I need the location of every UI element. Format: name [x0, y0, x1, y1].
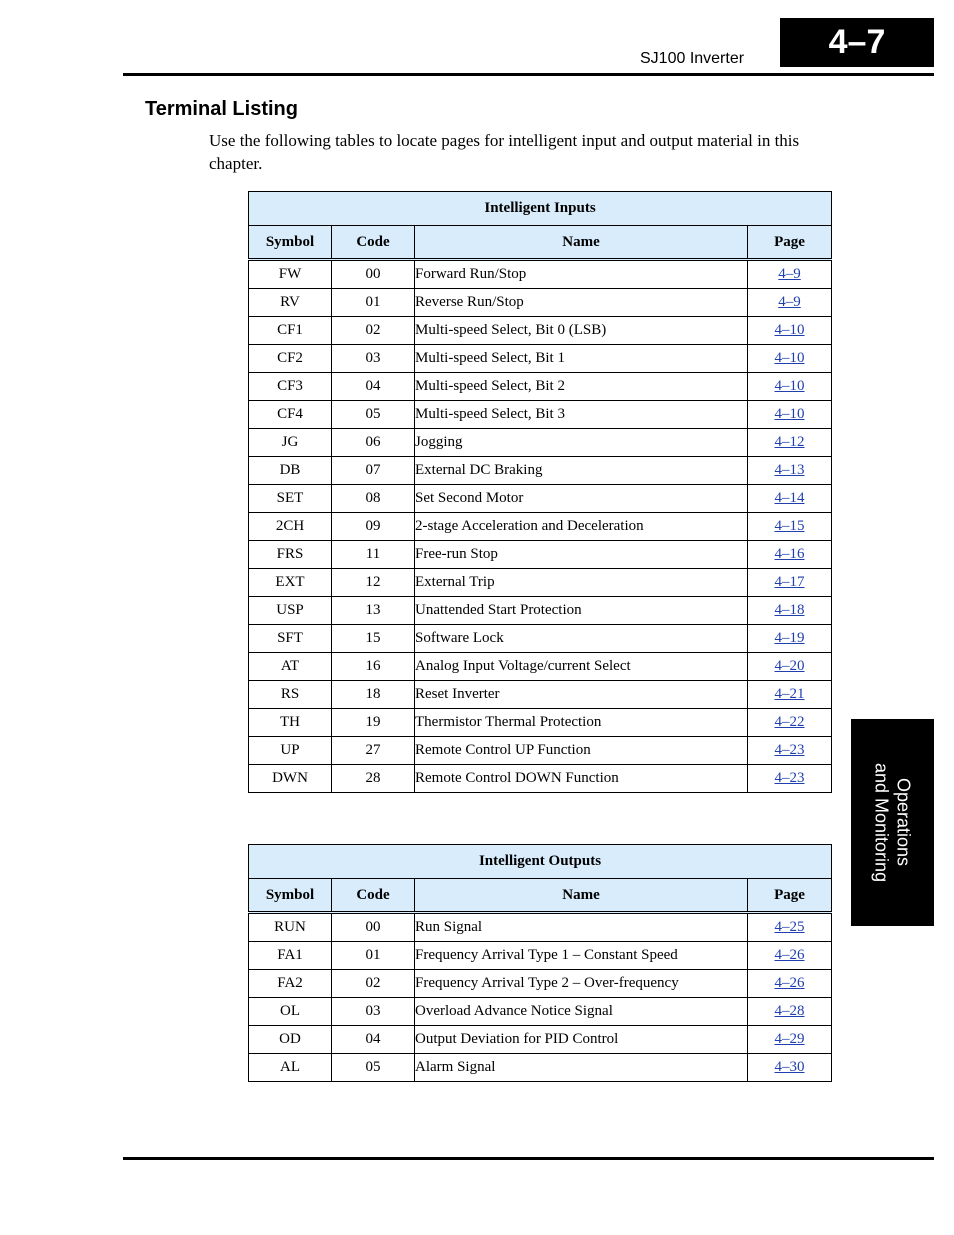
table-row — [249, 709, 832, 737]
inputs-rows — [249, 260, 832, 793]
page-link[interactable]: 4–9 — [778, 294, 801, 310]
page-link[interactable]: 4–28 — [774, 1003, 805, 1019]
page-link[interactable]: 4–16 — [774, 546, 805, 562]
code-cell: 07 — [332, 457, 415, 485]
name-cell: Multi-speed Select, Bit 0 (LSB) — [415, 317, 748, 345]
page-cell — [748, 457, 832, 485]
symbol-cell: FA1 — [249, 942, 332, 970]
name-cell: Free-run Stop — [415, 541, 748, 569]
side-tab-line1: Operations — [893, 778, 914, 867]
page-cell — [748, 485, 832, 513]
name-cell: Remote Control DOWN Function — [415, 765, 748, 793]
code-cell: 19 — [332, 709, 415, 737]
column-header-code: Code — [332, 879, 415, 913]
page-cell — [748, 541, 832, 569]
page-cell — [748, 625, 832, 653]
symbol-cell: OL — [249, 998, 332, 1026]
intelligent-outputs-table — [248, 844, 832, 1082]
code-cell: 16 — [332, 653, 415, 681]
symbol-cell: DB — [249, 457, 332, 485]
code-cell: 05 — [332, 401, 415, 429]
page-link[interactable]: 4–10 — [774, 350, 805, 366]
page-cell — [748, 709, 832, 737]
page-link[interactable]: 4–12 — [774, 434, 805, 450]
symbol-cell: FW — [249, 260, 332, 289]
page-cell — [748, 765, 832, 793]
page-cell — [748, 913, 832, 942]
column-header-code: Code — [332, 226, 415, 260]
page-cell — [748, 1026, 832, 1054]
page-link[interactable]: 4–13 — [774, 462, 805, 478]
name-cell: Frequency Arrival Type 1 – Constant Speed — [415, 942, 748, 970]
page-link[interactable]: 4–26 — [774, 975, 805, 991]
table-row — [249, 513, 832, 541]
column-header-name: Name — [415, 226, 748, 260]
table-row — [249, 457, 832, 485]
name-cell: Alarm Signal — [415, 1054, 748, 1082]
name-cell: Analog Input Voltage/current Select — [415, 653, 748, 681]
side-tab-line2: and Monitoring — [871, 762, 892, 883]
table-row — [249, 681, 832, 709]
code-cell: 02 — [332, 317, 415, 345]
symbol-cell: AT — [249, 653, 332, 681]
page-link[interactable]: 4–17 — [774, 574, 805, 590]
page-link[interactable]: 4–26 — [774, 947, 805, 963]
table-row — [249, 942, 832, 970]
symbol-cell: FRS — [249, 541, 332, 569]
name-cell: Reset Inverter — [415, 681, 748, 709]
name-cell: Frequency Arrival Type 2 – Over-frequency — [415, 970, 748, 998]
code-cell: 11 — [332, 541, 415, 569]
table-row — [249, 260, 832, 289]
table-row — [249, 737, 832, 765]
code-cell: 12 — [332, 569, 415, 597]
code-cell: 00 — [332, 260, 415, 289]
page-cell — [748, 737, 832, 765]
page-link[interactable]: 4–25 — [774, 919, 805, 935]
code-cell: 18 — [332, 681, 415, 709]
outputs-rows — [249, 913, 832, 1082]
page-link[interactable]: 4–23 — [774, 770, 805, 786]
page-cell — [748, 998, 832, 1026]
name-cell: Thermistor Thermal Protection — [415, 709, 748, 737]
table-row — [249, 597, 832, 625]
symbol-cell: JG — [249, 429, 332, 457]
symbol-cell: UP — [249, 737, 332, 765]
table-row — [249, 317, 832, 345]
name-cell: Remote Control UP Function — [415, 737, 748, 765]
table-row — [249, 970, 832, 998]
code-cell: 04 — [332, 1026, 415, 1054]
page-link[interactable]: 4–14 — [774, 490, 805, 506]
name-cell: Run Signal — [415, 913, 748, 942]
page-link[interactable]: 4–10 — [774, 378, 805, 394]
code-cell: 01 — [332, 289, 415, 317]
code-cell: 28 — [332, 765, 415, 793]
name-cell: External Trip — [415, 569, 748, 597]
table-row — [249, 289, 832, 317]
code-cell: 03 — [332, 345, 415, 373]
page-link[interactable]: 4–23 — [774, 742, 805, 758]
page-link[interactable]: 4–10 — [774, 322, 805, 338]
symbol-cell: AL — [249, 1054, 332, 1082]
name-cell: Jogging — [415, 429, 748, 457]
table-row — [249, 345, 832, 373]
symbol-cell: RV — [249, 289, 332, 317]
page-link[interactable]: 4–19 — [774, 630, 805, 646]
name-cell: Multi-speed Select, Bit 3 — [415, 401, 748, 429]
name-cell: Multi-speed Select, Bit 1 — [415, 345, 748, 373]
code-cell: 02 — [332, 970, 415, 998]
table-row — [249, 1026, 832, 1054]
symbol-cell: USP — [249, 597, 332, 625]
table-row — [249, 998, 832, 1026]
code-cell: 00 — [332, 913, 415, 942]
column-header-page: Page — [748, 226, 832, 260]
section-title: Terminal Listing — [145, 98, 298, 120]
name-cell: Set Second Motor — [415, 485, 748, 513]
name-cell: Reverse Run/Stop — [415, 289, 748, 317]
page-link[interactable]: 4–15 — [774, 518, 805, 534]
name-cell: Forward Run/Stop — [415, 260, 748, 289]
page-link[interactable]: 4–10 — [774, 406, 805, 422]
table-row — [249, 541, 832, 569]
page-cell — [748, 429, 832, 457]
table-row — [249, 913, 832, 942]
page-cell — [748, 942, 832, 970]
symbol-cell: EXT — [249, 569, 332, 597]
symbol-cell: RS — [249, 681, 332, 709]
symbol-cell: FA2 — [249, 970, 332, 998]
name-cell: 2-stage Acceleration and Deceleration — [415, 513, 748, 541]
code-cell: 04 — [332, 373, 415, 401]
table-row — [249, 653, 832, 681]
table-caption: Intelligent Outputs — [249, 845, 832, 879]
table-row — [249, 401, 832, 429]
page-number: 4–7 — [780, 18, 934, 67]
table-row — [249, 765, 832, 793]
page-link[interactable]: 4–18 — [774, 602, 805, 618]
code-cell: 09 — [332, 513, 415, 541]
table-caption: Intelligent Inputs — [249, 192, 832, 226]
column-header-symbol: Symbol — [249, 226, 332, 260]
running-header: SJ100 Inverter — [640, 50, 745, 67]
table-row — [249, 429, 832, 457]
column-header-name: Name — [415, 879, 748, 913]
page-cell — [748, 970, 832, 998]
intro-paragraph: Use the following tables to locate pages for intelligent input and output material in this chapter. — [209, 131, 800, 173]
symbol-cell: TH — [249, 709, 332, 737]
table-row — [249, 569, 832, 597]
name-cell: External DC Braking — [415, 457, 748, 485]
name-cell: Overload Advance Notice Signal — [415, 998, 748, 1026]
page-cell — [748, 597, 832, 625]
table-row — [249, 373, 832, 401]
code-cell: 05 — [332, 1054, 415, 1082]
page-link[interactable]: 4–30 — [774, 1059, 805, 1075]
symbol-cell: CF1 — [249, 317, 332, 345]
header-rule — [123, 73, 934, 76]
page-cell — [748, 401, 832, 429]
code-cell: 03 — [332, 998, 415, 1026]
symbol-cell: DWN — [249, 765, 332, 793]
column-header-page: Page — [748, 879, 832, 913]
code-cell: 06 — [332, 429, 415, 457]
footer-rule — [123, 1157, 934, 1160]
table-row — [249, 625, 832, 653]
symbol-cell: OD — [249, 1026, 332, 1054]
page-link[interactable]: 4–29 — [774, 1031, 805, 1047]
page-link[interactable]: 4–20 — [774, 658, 805, 674]
symbol-cell: RUN — [249, 913, 332, 942]
name-cell: Software Lock — [415, 625, 748, 653]
symbol-cell: CF3 — [249, 373, 332, 401]
table-row — [249, 1054, 832, 1082]
page-cell — [748, 260, 832, 289]
name-cell: Unattended Start Protection — [415, 597, 748, 625]
page-cell — [748, 345, 832, 373]
page-link[interactable]: 4–21 — [774, 686, 805, 702]
page-cell — [748, 569, 832, 597]
name-cell: Multi-speed Select, Bit 2 — [415, 373, 748, 401]
page-link[interactable]: 4–22 — [774, 714, 805, 730]
symbol-cell: SFT — [249, 625, 332, 653]
name-cell: Output Deviation for PID Control — [415, 1026, 748, 1054]
chapter-side-tab[interactable] — [851, 719, 934, 926]
page-cell — [748, 513, 832, 541]
symbol-cell: CF4 — [249, 401, 332, 429]
code-cell: 27 — [332, 737, 415, 765]
code-cell: 13 — [332, 597, 415, 625]
code-cell: 08 — [332, 485, 415, 513]
symbol-cell: 2CH — [249, 513, 332, 541]
symbol-cell: SET — [249, 485, 332, 513]
page-cell — [748, 653, 832, 681]
page-link[interactable]: 4–9 — [778, 266, 801, 282]
column-header-symbol: Symbol — [249, 879, 332, 913]
page-cell — [748, 317, 832, 345]
intelligent-inputs-table — [248, 191, 832, 793]
code-cell: 01 — [332, 942, 415, 970]
page-cell — [748, 681, 832, 709]
page-cell — [748, 1054, 832, 1082]
page-cell — [748, 289, 832, 317]
symbol-cell: CF2 — [249, 345, 332, 373]
code-cell: 15 — [332, 625, 415, 653]
page-cell — [748, 373, 832, 401]
table-row — [249, 485, 832, 513]
